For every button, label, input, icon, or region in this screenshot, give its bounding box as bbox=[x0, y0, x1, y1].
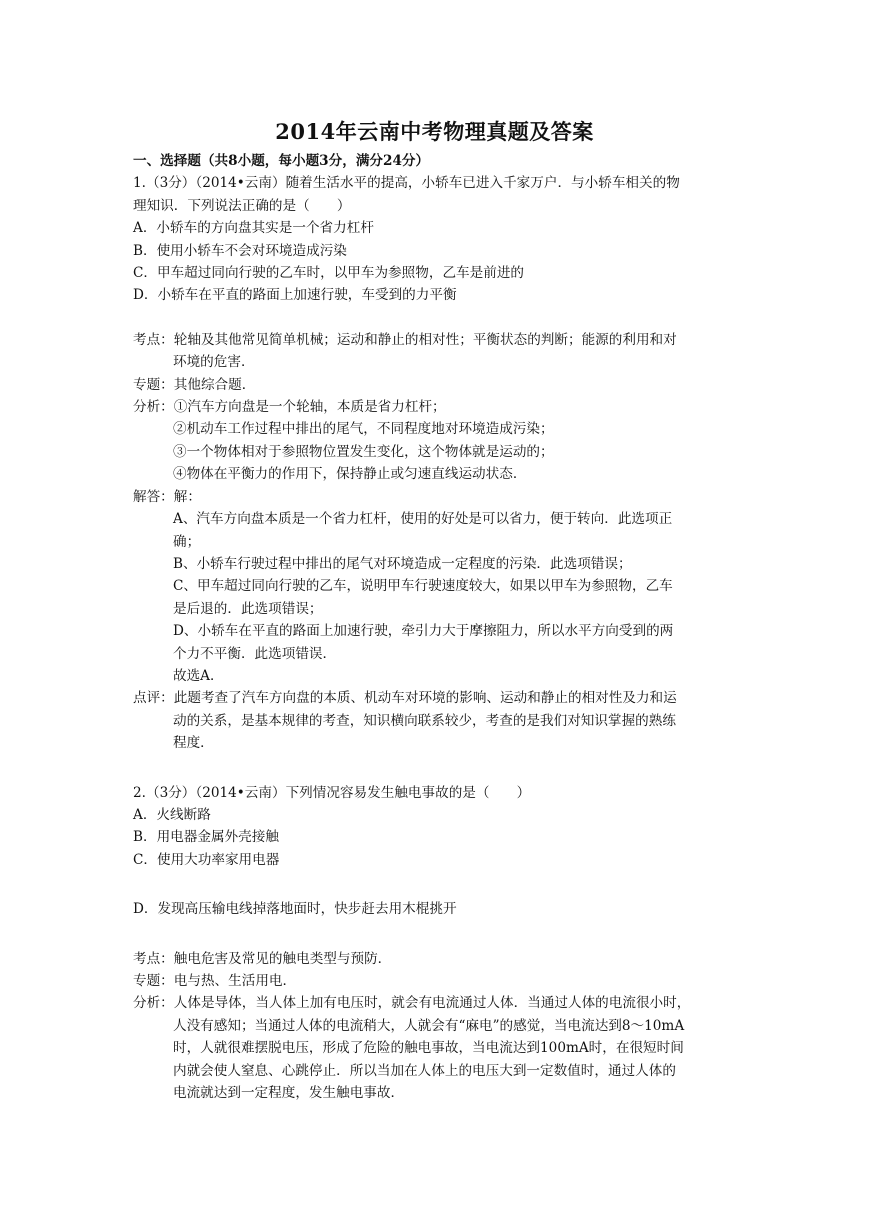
fenxi-line: 时，人就很难摆脱电压，形成了危险的触电事故，当电流达到100mA时，在很短时间 bbox=[173, 1040, 684, 1057]
question-2 bbox=[133, 782, 749, 1105]
option-c: C．使用大功率家用电器 bbox=[133, 851, 280, 868]
jieda-line: B、小轿车行驶过程中排出的尾气对环境造成一定程度的污染．此选项错误； bbox=[173, 555, 632, 572]
fenxi-line: 人没有感知；当通过人体的电流稍大，人就会有“麻电”的感觉，当电流达到8～10mA bbox=[173, 1017, 685, 1034]
option-d: D．发现高压输电线掉落地面时，快步赶去用木棍挑开 bbox=[133, 901, 457, 918]
question-1 bbox=[133, 172, 749, 754]
kaodian-cont: 环境的危害． bbox=[173, 354, 255, 371]
question-stem: 1.（3分）（2014•云南）随着生活水平的提高，小轿车已进入千家万户．与小轿车相关的物 bbox=[133, 175, 680, 192]
option-a: A．火线断路 bbox=[133, 806, 211, 823]
option-d: D．小轿车在平直的路面上加速行驶，车受到的力平衡 bbox=[133, 287, 457, 304]
question-stem: 2.（3分）（2014•云南）下列情况容易发生触电事故的是（ ） bbox=[133, 784, 531, 801]
question-stem: 理知识．下列说法正确的是（ ） bbox=[133, 197, 351, 214]
fenxi: 分析：①汽车方向盘是一个轮轴，本质是省力杠杆； bbox=[133, 399, 446, 416]
jieda-line: 个力不平衡．此选项错误． bbox=[173, 645, 337, 662]
jieda-line: 是后退的．此选项错误； bbox=[173, 600, 323, 617]
jieda-line: C、甲车超过同向行驶的乙车，说明甲车行驶速度较大，如果以甲车为参照物，乙车 bbox=[173, 578, 673, 595]
option-b: B．用电器金属外壳接触 bbox=[133, 829, 279, 846]
kaodian: 考点：触电危害及常见的触电类型与预防． bbox=[133, 950, 392, 967]
fenxi-line: ③一个物体相对于参照物位置发生变化，这个物体就是运动的； bbox=[173, 443, 554, 460]
document-body bbox=[133, 150, 749, 1104]
fenxi-line: 内就会使人窒息、心跳停止．所以当加在人体上的电压大到一定数值时，通过人体的 bbox=[173, 1062, 676, 1079]
option-c: C．甲车超过同向行驶的乙车时，以甲车为参照物，乙车是前进的 bbox=[133, 265, 525, 282]
fenxi-line: ②机动车工作过程中排出的尾气，不同程度地对环境造成污染； bbox=[173, 421, 554, 438]
jieda-line: 故选A． bbox=[173, 667, 224, 684]
fenxi-line: 电流就达到一定程度，发生触电事故． bbox=[173, 1085, 405, 1102]
jieda-line: A、汽车方向盘本质是一个省力杠杆，使用的好处是可以省力，便于转向．此选项正 bbox=[173, 511, 673, 528]
page-title: 2014年云南中考物理真题及答案 bbox=[275, 119, 594, 144]
dianping-line: 程度． bbox=[173, 735, 214, 752]
zhuanti: 专题：其他综合题． bbox=[133, 376, 256, 393]
dianping: 点评：此题考查了汽车方向盘的本质、机动车对环境的影响、运动和静止的相对性及力和运 bbox=[133, 690, 677, 707]
option-a: A．小轿车的方向盘其实是一个省力杠杆 bbox=[133, 220, 374, 237]
jieda: 解答：解： bbox=[133, 488, 201, 505]
fenxi-line: ④物体在平衡力的作用下，保持静止或匀速直线运动状态． bbox=[173, 466, 527, 483]
zhuanti: 专题：电与热、生活用电． bbox=[133, 973, 297, 989]
jieda-line: 确； bbox=[173, 533, 201, 550]
option-b: B．使用小轿车不会对环境造成污染 bbox=[133, 242, 347, 259]
fenxi: 分析：人体是导体，当人体上加有电压时，就会有电流通过人体．当通过人体的电流很小时， bbox=[133, 995, 691, 1012]
dianping-line: 动的关系，是基本规律的考查，知识横向联系较少，考查的是我们对知识掌握的熟练 bbox=[173, 712, 676, 729]
kaodian: 考点：轮轴及其他常见简单机械；运动和静止的相对性；平衡状态的判断；能源的利用和对 bbox=[133, 331, 677, 348]
section-heading: 一、选择题（共8小题，每小题3分，满分24分） bbox=[133, 153, 430, 169]
jieda-line: D、小轿车在平直的路面上加速行驶，牵引力大于摩擦阻力，所以水平方向受到的两 bbox=[173, 623, 674, 640]
